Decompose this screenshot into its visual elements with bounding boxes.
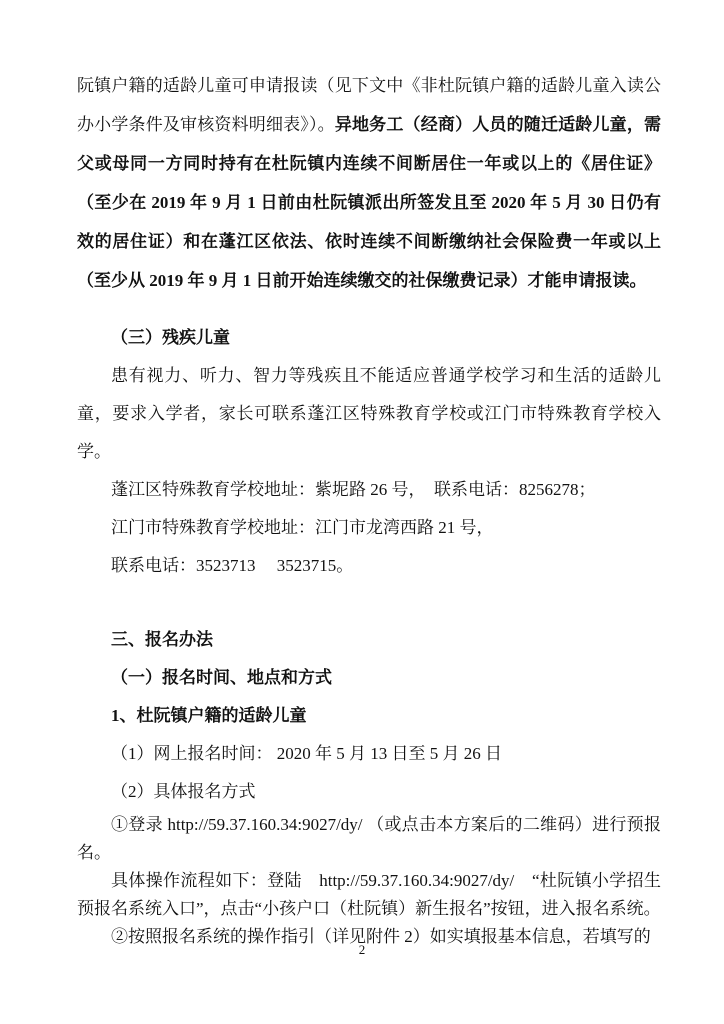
text-run: ①登录 http://59.37.160.34:9027/dy/ （或点击本方案后的二维码）进行预报名。: [77, 815, 661, 862]
block-heading: [77, 659, 661, 697]
block-heading: [77, 697, 661, 735]
block-itemline: [77, 773, 661, 811]
text-run: （2）具体报名方式: [111, 782, 256, 801]
block-subheading: [77, 319, 661, 357]
block-itemline: [77, 735, 661, 773]
block-paragraph: [77, 357, 661, 471]
text-run: （三）残疾儿童: [111, 328, 230, 347]
text-run: 异地务工（经商）人员的随迁适龄儿童，需父或母同一方同时持有在杜阮镇内连续不间断居住一年或以上的《居住证》（至少在 2019 年 9 月 1 日前由杜阮镇派出所签发且至 2020 年 5 月 30 日仍有效的居住证）和在蓬江区依法、依时连续不间断缴纳社会保险费一年或以上（至少从 2019 年 9 月 1 日前开始连续缴交的社保缴费记录）才能申请报读。: [77, 115, 662, 290]
block-sectionheading: [77, 621, 661, 659]
text-run: （一）报名时间、地点和方式: [111, 668, 332, 687]
block-step: [77, 867, 661, 923]
document-body: [77, 66, 661, 951]
block-addressline: [77, 471, 661, 509]
text-run: 具体操作流程如下：登陆 http://59.37.160.34:9027/dy/ “杜阮镇小学招生预报名系统入口”，点击“小孩户口（杜阮镇）新生报名”按钮，进入报名系统。: [77, 871, 661, 918]
text-run: 阮镇户籍的适龄儿童可申请报读（见下文中《非杜阮镇户籍的适龄儿童入读公办小学条件及审核资料明细表》）。: [77, 76, 661, 134]
block-addressline: [77, 547, 661, 585]
page-number: 2: [358, 942, 366, 957]
text-run: 蓬江区特殊教育学校地址：紫坭路 26 号， 联系电话：8256278；: [111, 480, 596, 499]
block-addressline: [77, 509, 661, 547]
text-run: 患有视力、听力、智力等残疾且不能适应普通学校学习和生活的适龄儿童，要求入学者，家长可联系蓬江区特殊教育学校或江门市特殊教育学校入学。: [77, 366, 661, 461]
text-run: 江门市特殊教育学校地址：江门市龙湾西路 21 号，: [111, 518, 494, 537]
block-step: [77, 811, 661, 867]
text-run: ②按照报名系统的操作指引（详见附件 2）如实填报基本信息，若填写的: [111, 927, 651, 946]
text-run: 三、报名办法: [111, 630, 213, 649]
text-run: 联系电话：3523713 3523715。: [111, 556, 354, 575]
text-run: 1、杜阮镇户籍的适龄儿童: [111, 706, 307, 725]
block-continuation: [77, 66, 661, 300]
text-run: （1）网上报名时间： 2020 年 5 月 13 日至 5 月 26 日: [111, 744, 502, 763]
